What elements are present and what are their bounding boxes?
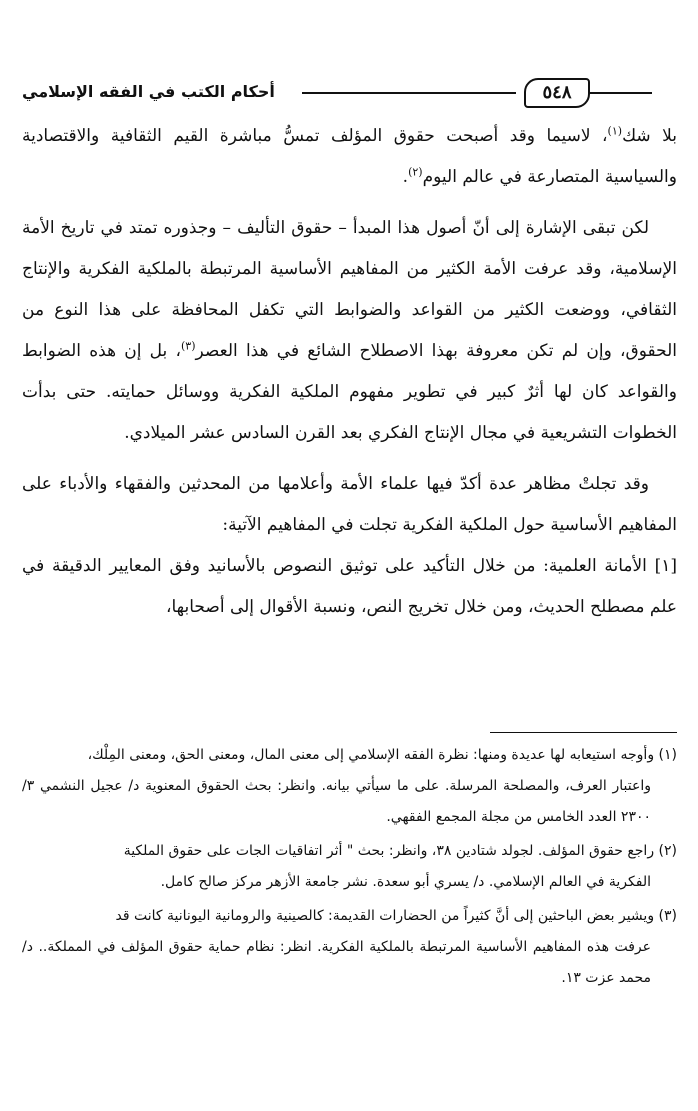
footnote-continuation: واعتبار العرف، والمصلحة المرسلة. على ما سيأتي بيانه. وانظر: بحث الحقوق المعنوية د/ عجيل النشمي ٣/ ٢٣٠٠ العدد الخامس من مجلة المجمع الفقهي.	[22, 778, 651, 825]
main-text	[22, 116, 677, 628]
text-run: لكن تبقى الإشارة إلى أنّ أصول هذا المبدأ – حقوق التأليف – وجذوره تمتد في تاريخ الأمة الإسلامية، وقد عرفت الأمة الكثير من المفاهيم الأساسية المرتبطة بالملكية الفكرية والإنتاج الثقافي، ووضعت الكثير من القواعد والضوابط التي تكفل المحافظة على هذا النوع من الحقوق، وإن لم تكن معروفة بهذا الاصطلاح الشائع في هذا العصر	[22, 218, 677, 361]
header-rule-left	[302, 92, 516, 94]
running-title: أحكام الكتب في الفقه الإسلامي	[22, 82, 275, 101]
footnote-line: (١) وأوجه استيعابه لها عديدة ومنها: نظرة الفقه الإسلامي إلى معنى المال، ومعنى الحق، ومعنى المِلْك،	[87, 747, 677, 763]
text-run: ، لاسيما وقد أصبحت حقوق المؤلف تمسُّ مباشرة القيم الثقافية والاقتصادية والسياسية المتصارعة في عالم اليوم	[22, 126, 677, 187]
page-number: ٥٤٨	[524, 78, 590, 108]
footnote-1	[22, 740, 677, 833]
page-header	[22, 70, 677, 110]
footnote-2	[22, 836, 677, 898]
footnote-ref-3: (٣)	[180, 339, 196, 353]
paragraph-3: وقد تجلتْ مظاهر عدة أكدّ فيها علماء الأمة وأعلامها من المحدثين والفقهاء والأدباء على المفاهيم الأساسية حول الملكية الفكرية تجلت في المفاهيم الآتية:	[22, 474, 677, 535]
footnote-continuation: عرفت هذه المفاهيم الأساسية المرتبطة بالملكية الفكرية. انظر: نظام حماية حقوق المؤلف في المملكة.. د/ محمد عزت ١٣.	[22, 939, 651, 986]
text-run: .	[402, 167, 409, 187]
footnote-continuation: الفكرية في العالم الإسلامي. د/ يسري أبو سعدة. نشر جامعة الأزهر مركز صالح كامل.	[160, 874, 651, 890]
footnote-ref-2: (٢)	[408, 165, 423, 179]
paragraph-2	[22, 208, 677, 454]
paragraph-1	[22, 116, 677, 198]
footnotes	[22, 740, 677, 997]
footnote-3	[22, 901, 677, 994]
footnote-line: (٣) ويشير بعض الباحثين إلى أنَّ كثيراً من الحضارات القديمة: كالصينية والرومانية اليونانية كانت قد	[115, 908, 677, 924]
header-rule-right	[590, 92, 652, 94]
text-run: ، بل إن هذه الضوابط والقواعد كان لها أثرٌ كبير في تطوير مفهوم الملكية الفكرية ووسائل حمايته. حتى بدأت الخطوات التشريعية في مجال الإنتاج الفكري بعد القرن السادس عشر الميلادي.	[22, 341, 677, 443]
footnote-ref-1: (١)	[607, 124, 623, 138]
footnote-separator	[490, 732, 677, 733]
footnote-line: (٢) راجع حقوق المؤلف. لجولد شتادين ٣٨، وانظر: بحث " أثر اتفاقيات الجات على حقوق الملكية	[123, 843, 677, 859]
paragraph-4: [١] الأمانة العلمية: من خلال التأكيد على توثيق النصوص بالأسانيد وفق المعايير الدقيقة في علم مصطلح الحديث، ومن خلال تخريج النص، ونسبة الأقوال إلى أصحابها،	[22, 556, 677, 617]
text-run: بلا شك	[622, 126, 677, 146]
